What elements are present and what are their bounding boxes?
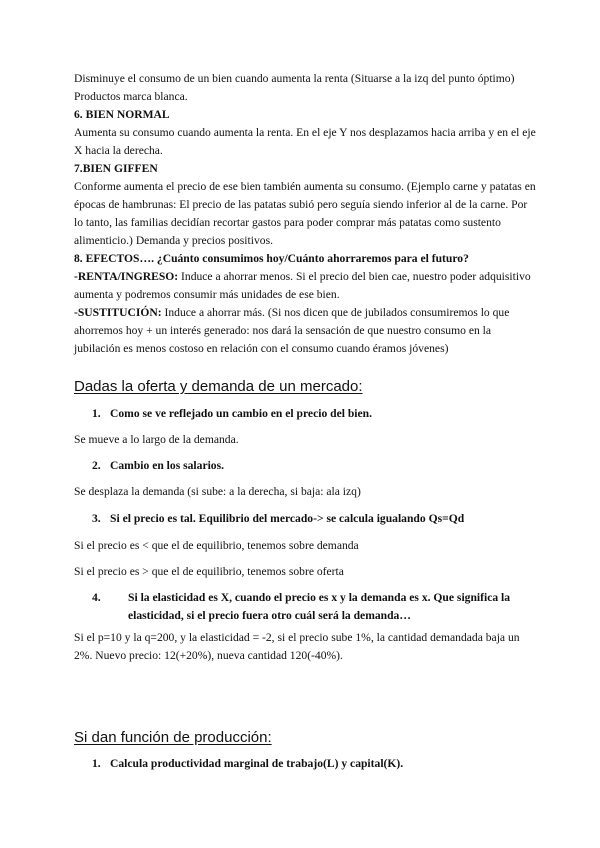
question-2-text: Cambio en los salarios.: [110, 459, 225, 472]
question-1: [92, 405, 532, 423]
answer-4: Si el p=10 y la q=200, y la elasticidad = -2, si el precio sube 1%, la cantidad demandada baja un 2%. Nuevo precio: 12(+20%), nueva cantidad 120(-40%).: [74, 631, 520, 662]
question-2-number: 2.: [92, 459, 101, 472]
production-question-1-text: Calcula productividad marginal de trabajo(L) y capital(K).: [110, 757, 404, 770]
answer-2: Se desplaza la demanda (si sube: a la derecha, si baja: ala izq): [74, 485, 361, 498]
heading-efectos: 8. EFECTOS…. ¿Cuánto consumimos hoy/Cuánto ahorraremos para el futuro?: [74, 252, 469, 265]
answer-3b: Si el precio es > que el de equilibrio, tenemos sobre oferta: [74, 565, 344, 578]
paragraph-bien-giffen: Conforme aumenta el precio de ese bien también aumenta su consumo. (Ejemplo carne y patatas en épocas de hambrunas: El precio de las patatas subió pero seguía siendo inferior al de la carne. Por lo tanto, las familias decidían recortar gastos para poder comprar más patatas como sustento alimenticio.) Demanda y precios positivos.: [74, 180, 536, 247]
section-heading-produccion: Si dan función de producción:: [74, 729, 272, 746]
question-4-text: Si la elasticidad es X, cuando el precio es x y la demanda es x. Que significa la elasticidad, si el precio fuera otro cuál será la demanda…: [128, 591, 511, 622]
paragraph-renta: [74, 268, 536, 304]
question-4-number: 4.: [92, 591, 101, 604]
heading-bien-giffen: 7.BIEN GIFFEN: [74, 162, 158, 175]
question-1-number: 1.: [92, 407, 101, 420]
paragraph-sustitucion: [74, 304, 536, 358]
answer-3a: Si el precio es < que el de equilibrio, tenemos sobre demanda: [74, 539, 359, 552]
question-3-text: Si el precio es tal. Equilibrio del mercado-> se calcula igualando Qs=Qd: [110, 512, 465, 525]
question-1-text: Como se ve reflejado un cambio en el precio del bien.: [110, 407, 373, 420]
renta-text: Induce a ahorrar menos. Si el precio del bien cae, nuestro poder adquisitivo aumenta y podremos consumir más unidades de ese bien.: [74, 270, 531, 301]
question-2: [92, 457, 532, 475]
sustitucion-label: -SUSTITUCIÓN:: [74, 306, 162, 319]
question-4: [92, 589, 568, 625]
renta-label: -RENTA/INGRESO:: [74, 270, 179, 283]
question-3-number: 3.: [92, 512, 101, 525]
sustitucion-text: Induce a ahorrar más. (Si nos dicen que de jubilados consumiremos lo que ahorremos hoy + un interés generado: nos dará la sensación de que nuestro consumo en la jubilación es menos costoso en relación con el consumo cuando éramos jóvenes): [74, 306, 510, 355]
answer-1: Se mueve a lo largo de la demanda.: [74, 433, 239, 446]
heading-bien-normal: 6. BIEN NORMAL: [74, 108, 170, 121]
production-question-1: [92, 755, 532, 773]
section-heading-oferta-demanda: Dadas la oferta y demanda de un mercado:: [74, 378, 363, 395]
question-3: [92, 510, 532, 528]
production-question-1-number: 1.: [92, 757, 101, 770]
paragraph-bien-normal: Aumenta su consumo cuando aumenta la renta. En el eje Y nos desplazamos hacia arriba y en el eje X hacia la derecha.: [74, 126, 536, 157]
top-text-block: [74, 70, 536, 358]
paragraph-inferior-good: Disminuye el consumo de un bien cuando aumenta la renta (Situarse a la izq del punto óptimo) Productos marca blanca.: [74, 72, 515, 103]
